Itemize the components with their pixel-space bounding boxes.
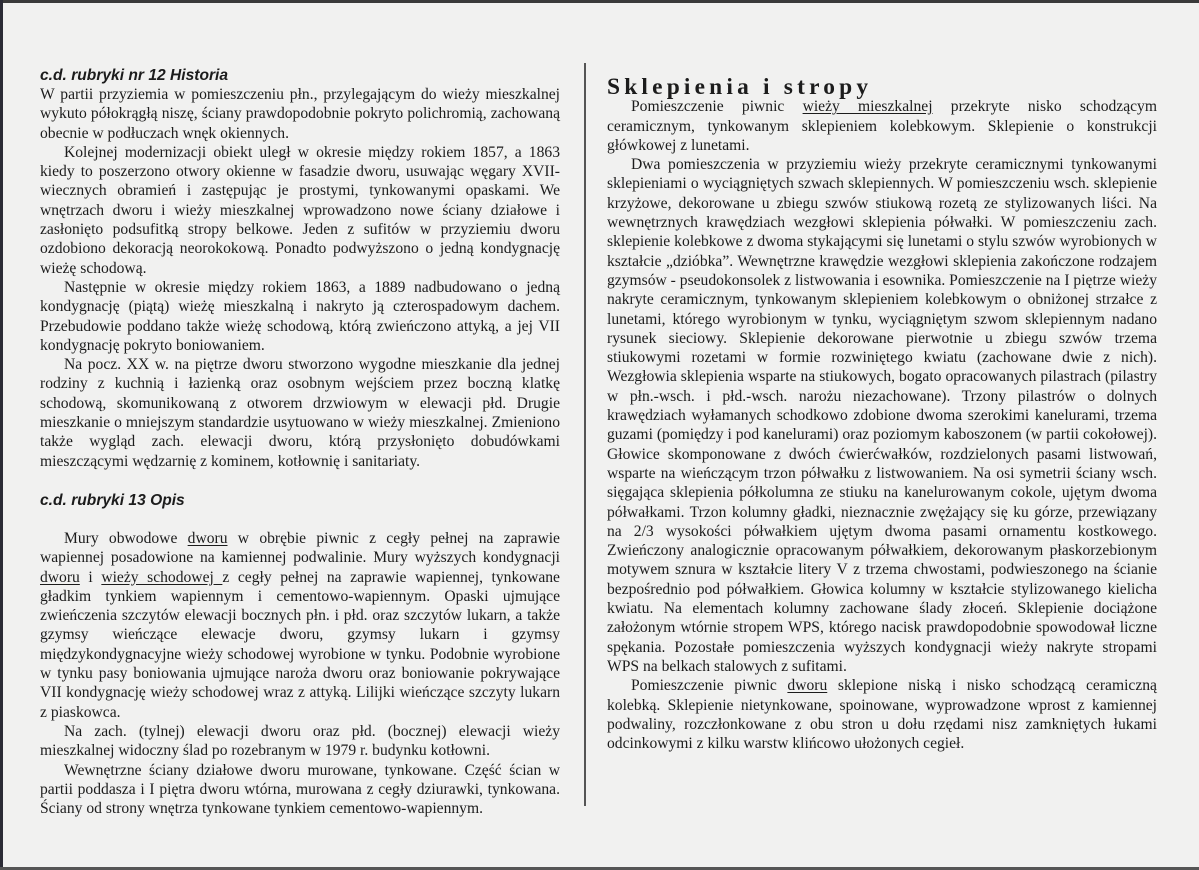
underlined-term: dworu	[787, 677, 828, 695]
history-paragraph: W partii przyziemia w pomieszczeniu płn., przylegającym do wieży mieszkalnej wykuto półokrągłą niszę, ściany prawdopodobnie pokryto polichromią, zachowaną obecnie w podłuczach wnęk okiennych.	[40, 86, 560, 142]
left-column	[40, 66, 560, 818]
description-paragraph: Wewnętrzne ściany działowe dworu murowane, tynkowane. Część ścian w partii poddasza i I piętra dworu wtórna, murowana z cegły dziurawki, tynkowana. Ściany od strony wnętrza tynkowane tynkiem cementowo-wapiennym.	[40, 761, 560, 818]
column-divider	[584, 63, 586, 806]
history-paragraph: Kolejnej modernizacji obiekt uległ w okresie między rokiem 1857, a 1863 kiedy to poszerzono otwory okienne w fasadzie dworu, usuwając węgary XVII-wiecznych obramień i zastępując je prostymi, tynkowanymi opaskami. We wnętrzach dworu i wieży mieszkalnej wprowadzono nowe ściany działowe i zasłonięto podsufitką stropy belkowe. Jeden z sufitów w przyziemiu dworu ozdobiono dekoracją neorokokową. Ponadto podwyższono o jedną kondygnację wieżę schodową.	[40, 143, 560, 277]
vaults-paragraph: Pomieszczenie piwnic dworu sklepione niską i nisko schodzącą ceramiczną kolebką. Sklepienie nietynkowane, spoinowane, wyprowadzone wprost z kamiennej podwaliny, rozczłonkowane z obu stron u dołu rzędami nisz zamkniętych łukami odcinkowymi z kilku warstw klińcowo ułożonych cegieł.	[607, 677, 1157, 753]
history-paragraph: Następnie w okresie między rokiem 1863, a 1889 nadbudowano o jedną kondygnację (piątą) wieżę mieszkalną i nakryto ją czterospadowym dachem. Przebudowie poddano także wieżę schodową, którą zwieńczono attyką, a jej VII kondygnację pokryto boniowaniem.	[40, 278, 560, 354]
vaults-and-ceilings-heading: Sklepienia i stropy	[607, 74, 873, 100]
description-paragraph: Na zach. (tylnej) elewacji dworu oraz płd. (bocznej) elewacji wieży mieszkalnej widoczny ślad po rozebranym w 1979 r. budynku kotłowni.	[40, 722, 560, 760]
right-column	[607, 74, 1157, 753]
underlined-term: wieży schodowej	[101, 568, 223, 586]
underlined-term: dworu	[187, 529, 228, 547]
vaults-paragraph: Dwa pomieszczenia w przyziemiu wieży przekryte ceramicznymi tynkowanymi sklepieniami o wyciągniętych szwach sklepiennych. W pomieszczeniu wsch. sklepienie krzyżowe, dekorowane u zbiegu szwów stiukową rozetą ze stylizowanych liści. Na wewnętrznych krawędziach wezgłowi sklepienia półwałki. W pomieszczeniu zach. sklepienie kolebkowe z dwoma stykającymi się lunetami o stylu szwów wyrobionych w kształcie „dzióbka”. Wewnętrzne krawędzie wezgłowi sklepienia zakończone rodzajem gzymsów - pseudokonsolek z listwowania i esownika. Pomieszczenie na I piętrze wieży nakryte ceramicznym, tynkowanym sklepieniem kolebkowym o obniżonej strzałce z lunetami, którego wyrobionym w tynku, wyciągniętym szwom sklepiennym nadano rysunek sieciowy. Sklepienie dekorowane pierwotnie u zbiegu szwów trzema stiukowymi rozetami w formie rozwiniętego kwiatu (zachowane dwie z nich). Wezgłowia sklepienia wsparte na stiukowych, bogato opracowanych pilastrach (pilastry w płn.-wsch. i płd.-wsch. narożu niezachowane). Trzony pilastrów o dolnych krawędziach wyłamanych schodkowo zdobione dwoma szerokimi kanelurami, trzema guzami (pomiędzy i pod kanelurami) oraz poziomym kaboszonem (w partii cokołowej). Głowice skomponowane z dwóch ćwierćwałków, rozdzielonych pasami listwowań, wsparte na wieńczącym trzon półwałku z listwowaniem. Na osi symetrii ściany wsch. sięgająca sklepienia półkolumna ze stiuku na kanelurowanym cokole, ujętym dwoma półwałkami. Trzon kolumny gładki, nieznacznie zwężający się ku górze, przewiązany na 2/3 wysokości półwałkiem ujętym dwoma pasami ornamentu kostkowego. Zwieńczony analogicznie opracowanym półwałkiem, dekorowanym płaskorzebionym motywem sznura w kształcie litery V z trzema chwostami, podwieszonego na ścianie bezpośrednio pod półwałkiem. Głowica kolumny w kształcie stylizowanego kielicha kwiatu. Na elementach kolumny zachowane ślady złoceń. Sklepienie dociążone założonym wtórnie stropem WPS, którego nacisk prawdopodobnie spowodował liczne spękania. Pozostałe pomieszczenia wyższych kondygnacji wieży nakryte stropami WPS na belkach stalowych z sufitami.	[607, 156, 1157, 675]
vaults-paragraph: Pomieszczenie piwnic wieży mieszkalnej przekryte nisko schodzącym ceramicznym, tynkowanym sklepieniem kolebkowym. Sklepienie o konstrukcji główkowej z lunetami.	[607, 98, 1157, 154]
rubric-13-heading: c.d. rubryki 13 Opis	[40, 491, 185, 509]
description-paragraph: Mury obwodowe dworu w obrębie piwnic z cegły pełnej na zaprawie wapiennej posadowione na kamiennej podwalinie. Mury wyższych kondygnacji dworu i wieży schodowej z cegły pełnej na zaprawie wapiennej, tynkowane gładkim tynkiem wapiennym i cementowo-wapiennym. Opaski ujmujące zwieńczenia szczytów elewacji bocznych płn. i płd. oraz szczytów lukarn, a także gzymsy wieńczące elewacje dworu, gzymsy lukarn i gzymsy międzykondygnacyjne wieży schodowej wyrobione w tynku. Podobnie wyrobione w tynku pasy boniowania ujmujące naroża dworu oraz boniowanie pokrywające VII kondygnację wieży schodowej wraz z attyką. Lilijki wieńczące szczyty lukarn z piaskowca.	[40, 529, 560, 721]
history-paragraph: Na pocz. XX w. na piętrze dworu stworzono wygodne mieszkanie dla jednej rodziny z kuchnią i łazienką oraz osobnym wejściem przez boczną klatkę schodową, skomunikowaną z otworem drzwiowym w elewacji płd. Drugie mieszkanie o mniejszym standardzie usytuowano w wieży mieszkalnej. Zmieniono także wygląd zach. elewacji dworu, którą przysłonięto dobudówkami mieszczącymi wędzarnię z kominem, kotłownię i sanitariaty.	[40, 356, 560, 470]
underlined-term: dworu	[40, 568, 80, 586]
underlined-term: wieży mieszkalnej	[802, 98, 933, 116]
rubric-12-heading: c.d. rubryki nr 12 Historia	[40, 67, 229, 84]
